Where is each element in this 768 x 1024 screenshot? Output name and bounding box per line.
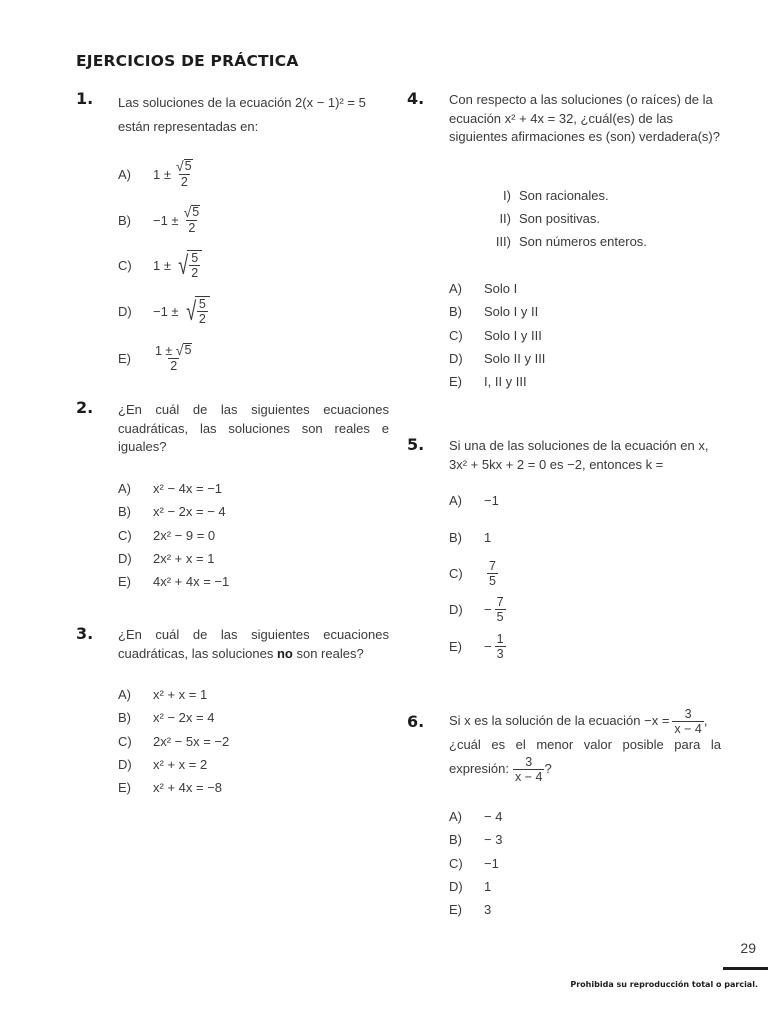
q1-option-d[interactable]: D) −1 ± √ $\frac{5}{2}$	[118, 294, 210, 328]
question-5-number: 5.	[407, 435, 425, 454]
q2-options	[118, 477, 229, 593]
q1-option-c[interactable]: C) 1 ± √ $\frac{5}{2}$	[118, 248, 202, 282]
q6-options	[449, 805, 502, 921]
question-3-stem: ¿En cuál de las siguientes ecuaciones cuadráticas, las soluciones no son reales?	[118, 627, 389, 661]
statement-3: III) Son números enteros.	[495, 234, 647, 249]
page-number: 29	[740, 940, 756, 956]
option-label: B)	[118, 212, 131, 228]
fraction: √ 5 2	[175, 158, 192, 189]
q4-statements	[484, 184, 647, 253]
q1-option-b[interactable]: B) −1 ± √ 5 2	[118, 204, 202, 236]
q5-option-b[interactable]: B) 1	[449, 529, 492, 545]
fraction: $\frac{3}{x - 4}$	[674, 706, 702, 736]
question-6-number: 6.	[407, 712, 425, 731]
q4-option-d[interactable]: D) Solo II y III	[449, 351, 546, 367]
q4-option-e[interactable]: E) I, II y III	[449, 374, 527, 390]
fraction: √ 5 2	[183, 204, 200, 235]
q3-option-a[interactable]: A) x² + x = 1	[118, 687, 208, 703]
option-label: A)	[118, 166, 131, 182]
q5-option-c[interactable]: C) $\frac{7}{5}$	[449, 558, 496, 588]
fraction: $\frac{3}{x - 4}$	[514, 754, 543, 784]
q2-option-c[interactable]: C) 2x² − 9 = 0	[118, 527, 216, 543]
footer-rule	[723, 967, 768, 970]
copyright-notice: Prohibida su reproducción total o parcial.	[570, 980, 758, 989]
sqrt-icon: √	[185, 296, 196, 326]
question-6-stem: Si x es la solución de la ecuación −x = $\frac{3}{x - 4}$ , ¿cuál es el menor valor posible para la expresión: $\frac{3}{x - 4}$ ?	[449, 706, 721, 784]
statement-1: I) Son racionales.	[503, 188, 609, 203]
q2-option-a[interactable]: A) x² − 4x = −1	[118, 481, 223, 497]
question-3-number: 3.	[76, 624, 94, 643]
page-title: EJERCICIOS DE PRÁCTICA	[76, 52, 299, 70]
option-label: D)	[118, 303, 132, 319]
q4-option-c[interactable]: C) Solo I y III	[449, 327, 542, 343]
q5-option-a[interactable]: A) −1	[449, 492, 499, 508]
q3-option-b[interactable]: B) x² − 2x = 4	[118, 710, 215, 726]
question-4-number: 4.	[407, 89, 425, 108]
q1-option-a[interactable]: A) 1 ± √ 5 2	[118, 158, 195, 190]
q3-option-d[interactable]: D) x² + x = 2	[118, 757, 208, 773]
q2-option-d[interactable]: D) 2x² + x = 1	[118, 551, 215, 567]
sqrt-icon: √	[175, 342, 184, 358]
question-2-stem: ¿En cuál de las siguientes ecuaciones cuadráticas, las soluciones son reales e iguales?	[118, 402, 389, 454]
q5-option-e[interactable]: E) − $\frac{1}{3}$	[449, 631, 504, 661]
option-label: E)	[118, 350, 131, 366]
q6-option-e[interactable]: E) 3	[449, 902, 492, 918]
emphasis: no	[276, 645, 293, 661]
sqrt-icon: √	[178, 250, 189, 280]
q4-option-a[interactable]: A) Solo I	[449, 281, 518, 297]
q3-option-e[interactable]: E) x² + 4x = −8	[118, 780, 223, 796]
q2-option-e[interactable]: E) 4x² + 4x = −1	[118, 574, 230, 590]
q6-option-b[interactable]: B) − 3	[449, 832, 503, 848]
q2-option-b[interactable]: B) x² − 2x = − 4	[118, 504, 226, 520]
question-1-stem: Las soluciones de la ecuación 2(x − 1)² = 5 están representadas en:	[118, 95, 366, 134]
question-2-number: 2.	[76, 398, 94, 417]
statement-2: II) Son positivas.	[499, 211, 600, 226]
q4-options	[449, 277, 545, 393]
q4-option-b[interactable]: B) Solo I y II	[449, 304, 539, 320]
q6-option-c[interactable]: C) −1	[449, 855, 499, 871]
q3-options	[118, 683, 229, 799]
q6-option-a[interactable]: A) − 4	[449, 809, 503, 825]
q1-option-e[interactable]	[118, 342, 194, 374]
q6-option-d[interactable]: D) 1	[449, 879, 492, 895]
sqrt-icon: √	[183, 204, 192, 220]
sqrt-fraction: √ $\frac{5}{2}$	[182, 296, 210, 326]
question-5-stem: Si una de las soluciones de la ecuación en x, 3x² + 5kx + 2 = 0 es −2, entonces k =	[449, 438, 709, 472]
q3-option-c[interactable]: C) 2x² − 5x = −2	[118, 733, 230, 749]
option-label: C)	[118, 257, 132, 273]
sqrt-icon: √	[175, 158, 184, 174]
question-1-number: 1.	[76, 89, 94, 108]
question-4-stem: Con respecto a las soluciones (o raíces) de la ecuación x² + 4x = 32, ¿cuál(es) de las siguientes afirmaciones es (son) verdadera(s)?	[449, 92, 720, 144]
q5-option-d[interactable]: D) − $\frac{7}{5}$	[449, 594, 504, 624]
fraction: 1 ± √ 5 2	[155, 342, 192, 373]
sqrt-fraction: √ $\frac{5}{2}$	[174, 250, 202, 280]
